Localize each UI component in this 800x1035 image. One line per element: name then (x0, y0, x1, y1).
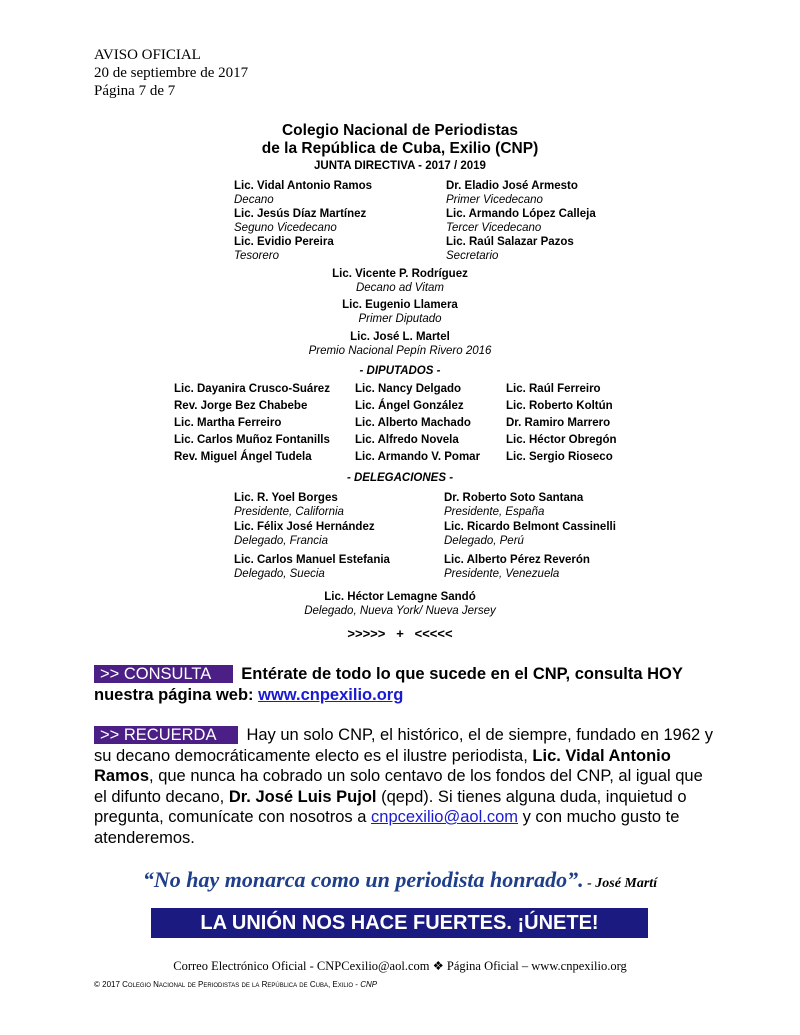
board-member: Lic. Evidio Pereira Tesorero (234, 236, 334, 262)
section-separator: >>>>> + <<<<< (347, 626, 453, 641)
deputy-name: Lic. Carlos Muñoz Fontanills (174, 434, 330, 446)
board-member: Lic. Raúl Salazar Pazos Secretario (446, 236, 574, 262)
deputy-name: Lic. Martha Ferreiro (174, 417, 282, 429)
deputy-name: Lic. Raúl Ferreiro (506, 383, 601, 395)
deputies-heading: - DIPUTADOS - (359, 365, 441, 377)
marti-quote (0, 867, 800, 893)
deputy-name: Lic. Ángel González (355, 400, 464, 412)
deputy-name: Rev. Jorge Bez Chabebe (174, 400, 308, 412)
email-link[interactable]: cnpcexilio@aol.com (371, 808, 518, 826)
unity-banner: LA UNIÓN NOS HACE FUERTES. ¡ÚNETE! (151, 908, 648, 938)
consulta-tag: >> CONSULTA (94, 665, 233, 683)
deputy-name: Lic. Dayanira Crusco-Suárez (174, 383, 330, 395)
deputy-name: Lic. Alberto Machado (355, 417, 471, 429)
dean-name: Lic. Vidal Antonio Ramos (94, 746, 671, 785)
deputy-name: Lic. Alfredo Novela (355, 434, 459, 446)
board-member: Lic. Eugenio Llamera Primer Diputado (342, 299, 458, 325)
delegate: Dr. Roberto Soto Santana Presidente, España (444, 492, 584, 518)
org-title-line2: de la República de Cuba, Exilio (CNP) (261, 140, 539, 157)
delegate: Lic. R. Yoel Borges Presidente, California (234, 492, 344, 518)
delegate: Lic. Alberto Pérez Reverón Presidente, Venezuela (444, 554, 590, 580)
delegations-heading: - DELEGACIONES - (346, 472, 454, 484)
delegate: Lic. Félix José Hernández Delegado, Francia (234, 521, 375, 547)
org-title-line1: Colegio Nacional de Periodistas (281, 122, 518, 139)
board-member: Dr. Eladio José Armesto Primer Vicedecano (446, 180, 578, 206)
deputies-column-1 (174, 381, 330, 466)
delegations-left-column (234, 491, 390, 581)
board-member: Lic. Jesús Díaz Martínez Seguno Vicedecano (234, 208, 367, 234)
board-member: Lic. Vicente P. Rodríguez Decano ad Vitam (332, 268, 468, 294)
delegations-right-column (444, 491, 616, 581)
deputies-column-3 (506, 381, 617, 466)
delegate-center: Lic. Héctor Lemagne Sandó Delegado, Nueva York/ Nueva Jersey (304, 591, 496, 617)
deputy-name: Lic. Nancy Delgado (355, 383, 462, 395)
document-date: 20 de septiembre de 2017 (94, 65, 249, 81)
consulta-text: Entérate de todo lo que sucede en el CNP, consulta HOY nuestra página web: (94, 665, 683, 704)
delegate: Lic. Carlos Manuel Estefania Delegado, Suecia (234, 554, 390, 580)
deputy-name: Lic. Armando V. Pomar (355, 451, 481, 463)
deputy-name: Lic. Héctor Obregón (506, 434, 617, 446)
board-member: Lic. Armando López Calleja Tercer Vicedecano (446, 208, 596, 234)
consulta-paragraph (94, 664, 714, 705)
board-heading: JUNTA DIRECTIVA - 2017 / 2019 (314, 160, 486, 172)
board-left-column (234, 179, 372, 263)
website-link[interactable]: www.cnpexilio.org (258, 685, 404, 704)
late-dean-name: Dr. José Luis Pujol (228, 787, 377, 806)
delegate: Lic. Ricardo Belmont Cassinelli Delegado, Perú (444, 521, 616, 547)
board-member: Lic. Vidal Antonio Ramos Decano (234, 180, 373, 206)
recuerda-paragraph: >> RECUERDA Hay un solo CNP, el histórico, el de siempre, fundado en 1962 y su decano democráticamente electo es el ilustre periodista, Lic. Vidal Antonio Ramos, que nunca ha cobrado un solo centavo de los fondos del CNP, al igual que el difunto decano, Dr. José Luis Pujol (qepd). Si tienes alguna duda, inquietud o pregunta, comunícate con nosotros a cnpcexilio@aol.com y con mucho gusto te atenderemos. (94, 726, 714, 847)
board-right-column (446, 179, 596, 263)
deputies-column-2 (355, 381, 480, 466)
board-member: Lic. José L. Martel Premio Nacional Pepín Rivero 2016 (308, 331, 492, 357)
deputy-name: Lic. Roberto Koltún (506, 400, 613, 412)
document-header (94, 46, 248, 100)
footer-copyright: © 2017 Colegio Nacional de Periodistas de la República de Cuba, Exilio - CNP (94, 980, 378, 989)
deputy-name: Dr. Ramiro Marrero (506, 417, 611, 429)
footer-contact: Correo Electrónico Oficial - CNPCexilio@aol.com ❖ Página Oficial – www.cnpexilio.org (173, 959, 627, 973)
deputy-name: Lic. Sergio Rioseco (506, 451, 613, 463)
recuerda-tag: >> RECUERDA (94, 726, 238, 744)
deputy-name: Rev. Miguel Ángel Tudela (174, 451, 312, 463)
quote-author: - José Martí (583, 876, 658, 891)
page-number: Página 7 de 7 (94, 83, 176, 99)
notice-label: AVISO OFICIAL (94, 47, 201, 63)
quote-text: “No hay monarca como un periodista honrado”. (142, 867, 584, 892)
